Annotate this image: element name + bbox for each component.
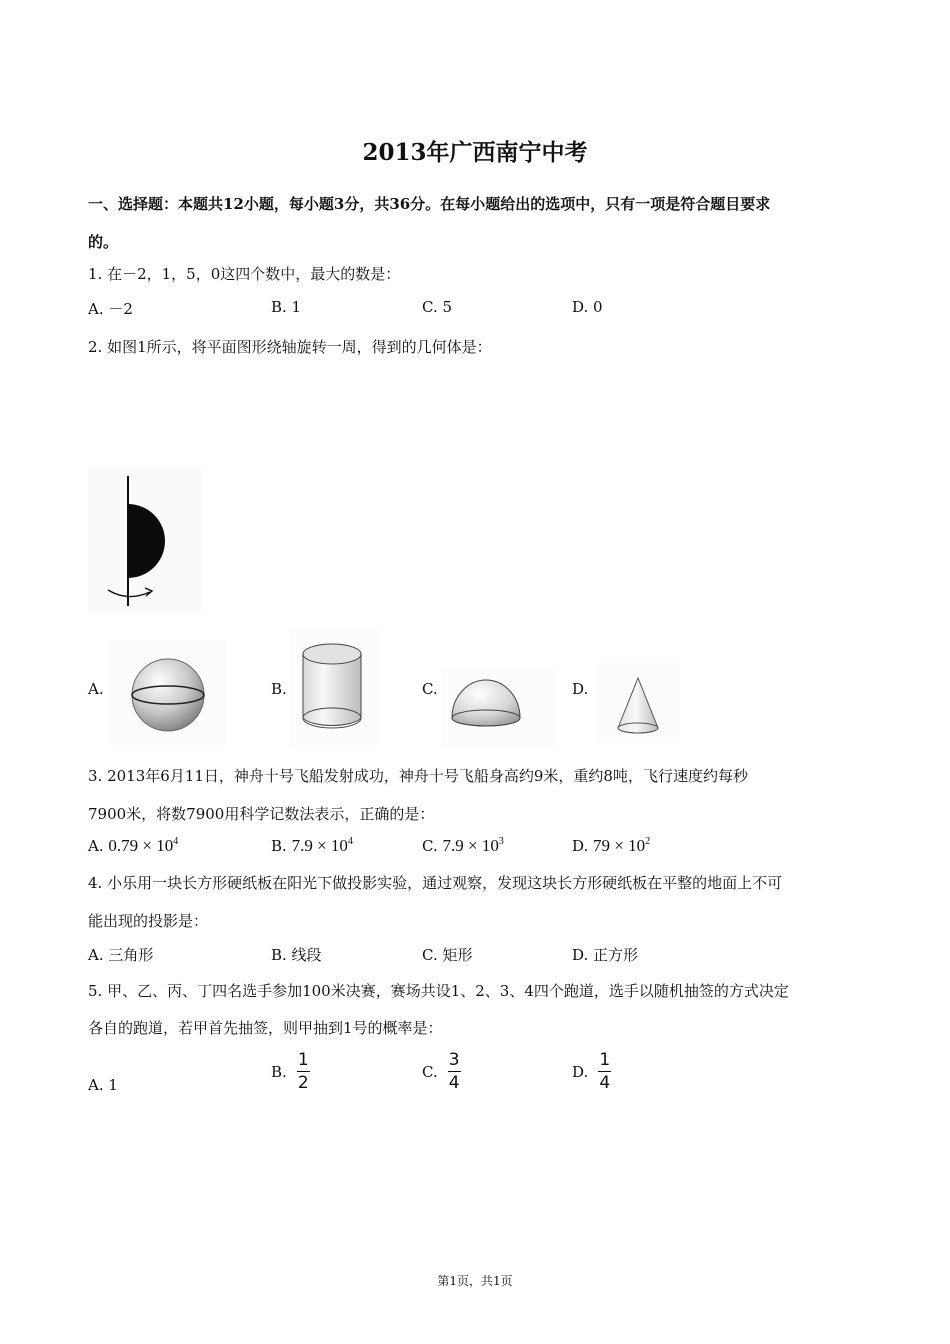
page-title: 2013年广西南宁中考	[362, 139, 588, 166]
hemisphere-icon	[442, 668, 556, 748]
q4-option-c: C. 矩形	[422, 946, 473, 964]
question-5-stem-line1: 5. 甲、乙、丙、丁四名选手参加100米决赛，赛场共设1、2、3、4四个跑道，选手以随机抽签的方式决定	[88, 982, 789, 1000]
q2-option-b: B.	[271, 680, 287, 698]
q2-option-a: A.	[88, 680, 104, 698]
section-heading-line2: 的。	[88, 233, 119, 251]
section-heading-line1: 一、选择题：本题共12小题，每小题3分，共36分。在每小题给出的选项中，只有一项是符合题目要求	[88, 195, 771, 213]
q4-option-d: D. 正方形	[572, 946, 639, 964]
q2-option-d: D.	[572, 680, 589, 698]
q3-option-c: C. $7.9 \times 10^3$	[422, 836, 504, 855]
q4-option-b: B. 线段	[271, 946, 322, 964]
page-footer: 第1页，共1页	[437, 1274, 513, 1288]
q4-option-a: A. 三角形	[88, 946, 154, 964]
q3-option-d: D. $79 \times 10^2$	[572, 836, 651, 855]
q5-option-d: D. $\frac{1}{4}$	[572, 1050, 611, 1093]
q1-option-c: C. 5	[422, 298, 453, 316]
question-4-stem-line1: 4. 小乐用一块长方形硬纸板在阳光下做投影实验，通过观察，发现这块长方形硬纸板在平整的地面上不可	[88, 874, 783, 892]
q2-option-c: C.	[422, 680, 438, 698]
question-4-stem-line2: 能出现的投影是：	[88, 912, 209, 930]
cone-icon	[596, 662, 680, 742]
question-5-stem-line2: 各自的跑道，若甲首先抽签，则甲抽到1号的概率是：	[88, 1019, 443, 1037]
q5-option-b: B. $\frac{1}{2}$	[271, 1050, 309, 1093]
q1-option-b: B. 1	[271, 298, 302, 316]
fraction: $\frac{3}{4}$	[448, 1050, 460, 1093]
fraction: $\frac{1}{4}$	[599, 1050, 611, 1093]
question-1-stem: 1. 在－2，1，5，0这四个数中，最大的数是：	[88, 265, 401, 283]
question-3-stem-line2: 7900米，将数7900用科学记数法表示，正确的是：	[88, 805, 435, 823]
cylinder-icon	[290, 628, 380, 746]
question-2-stem: 2. 如图1所示，将平面图形绕轴旋转一周，得到的几何体是：	[88, 338, 492, 356]
sphere-icon	[108, 640, 226, 746]
q5-option-a: A. 1	[88, 1076, 118, 1094]
q1-option-a: A. －2	[88, 300, 133, 318]
q5-option-c: C. $\frac{3}{4}$	[422, 1050, 460, 1093]
fraction: $\frac{1}{2}$	[297, 1050, 309, 1093]
q3-option-a: A. $0.79 \times 10^4$	[88, 836, 179, 855]
q3-option-b: B. $7.9 \times 10^4$	[271, 836, 353, 855]
question-3-stem-line1: 3. 2013年6月11日，神舟十号飞船发射成功，神舟十号飞船身高约9米，重约8吨，飞行速度约每秒	[88, 767, 748, 785]
q1-option-d: D. 0	[572, 298, 603, 316]
half-disc-rotation-icon	[88, 468, 202, 613]
